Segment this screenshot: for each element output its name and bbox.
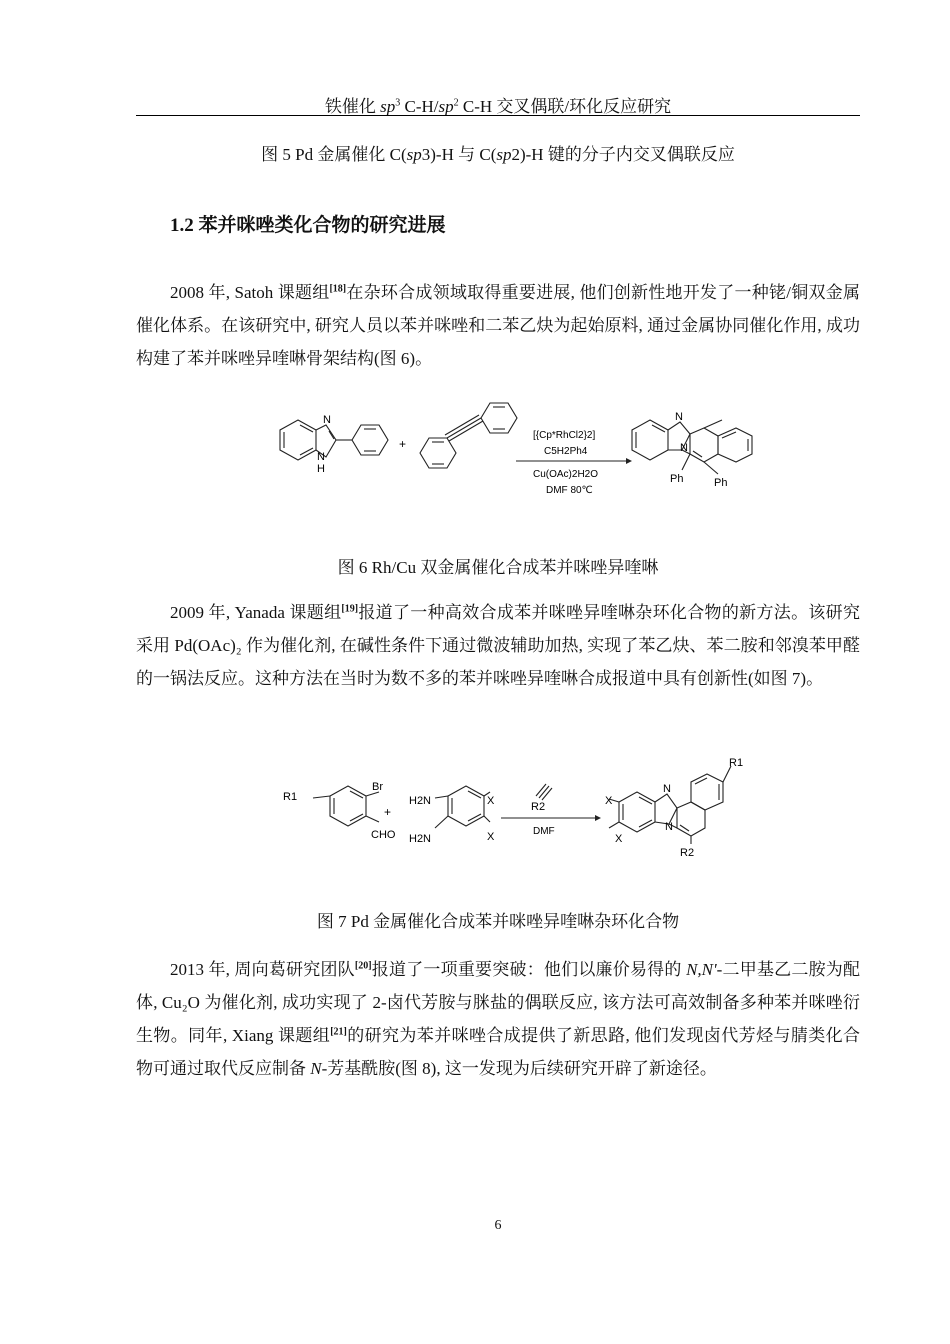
fig6-condition-3: Cu(OAc)2H2O [533,469,599,480]
fig6-product-N2: N [680,442,688,454]
paragraph-3: 2013 年, 周向葛研究团队[20]报道了一项重要突破：他们以廉价易得的 N,N'-二甲基乙二胺为配体, Cu₂O 为催化剂, 成功实现了 2-卤代芳胺与脒盐的偶联反应, 该方法可高效制备多种苯并咪唑衍生物。同年, Xiang 课题组[21]的研究为苯并咪唑合成提供了新思路, 他们发现卤代芳烃与腈类化合物可通过取代反应制备 N-芳基酰胺(图 8), 这一发现为后续研究开辟了新途径。 [136,960,861,1078]
fig6-ph-label-1: Ph [670,473,684,485]
fig6-ph-label-2: Ph [714,477,728,489]
fig7-product-N1: N [663,783,671,795]
fig7-product-R1: R1 [729,757,744,769]
fig6-product-N1: N [675,411,683,423]
fig7-CHO-label: CHO [371,829,396,841]
fig6-N-label: N [323,414,331,426]
citation-20: [20] [354,960,372,972]
figure-6-caption: 图 6 Rh/Cu 双金属催化合成苯并咪唑异喹啉 [337,558,659,577]
fig6-arrow-head [626,458,632,464]
fig7-Br-label: Br [372,781,383,793]
figure-6-scheme [268,398,768,498]
fig7-diamine-ring [448,786,484,826]
fig6-NH-label: N [317,451,325,463]
fig7-product-right-ring [691,774,723,810]
figure-7-scheme [275,752,775,862]
fig7-X-top: X [487,795,495,807]
fig6-plus: + [399,437,407,451]
fig7-product-X-top: X [605,795,613,807]
fig7-R2-reagent: R2 [531,801,546,813]
section-heading: 1.2 苯并咪唑类化合物的研究进展 [170,215,446,236]
fig7-plus: + [384,805,392,819]
citation-19: [19] [341,603,359,615]
fig7-R1-label: R1 [283,791,298,803]
fig7-H2N-top: H2N [409,795,432,807]
fig7-product-R2: R2 [680,847,695,859]
fig6-product-pyridine-ring [690,428,718,462]
fig7-arrow-head [595,815,601,821]
paragraph-2: 2009 年, Yanada 课题组[19]报道了一种高效合成苯并咪唑异喹啉杂环化合物的新方法。该研究采用 Pd(OAc)₂ 作为催化剂, 在碱性条件下通过微波辅助加热, 实现了苯乙炔、苯二胺和邻溴苯甲醛的一锅法反应。这种方法在当时为数不多的苯并咪唑异喹啉合成报道中具有创新性(如图 7)。 [136,603,860,688]
fig7-product-N2: N [665,821,673,833]
header-rule [136,115,860,116]
fig6-product-benzo-ring [632,420,668,460]
fig7-X-bottom: X [487,831,495,843]
fig6-condition-2: C5H2Ph4 [544,446,588,457]
citation-21: [21] [330,1026,347,1038]
page-number: 6 [494,1218,502,1233]
fig7-aldehyde-ring [330,786,366,826]
paragraph-1: 2008 年, Satoh 课题组[18]在杂环合成领域取得重要进展, 他们创新性地开发了一种铑/铜双金属催化体系。在该研究中, 研究人员以苯并咪唑和二苯乙炔为起始原料, 通过金属协同催化作用, 成功构建了苯并咪唑异喹啉骨架结构(图 6)。 [136,283,860,368]
citation-18: [18] [329,283,347,295]
fig6-product-benzo-ring-2 [718,428,752,462]
fig6-benzo-ring [280,420,316,460]
figure-5-caption: 图 5 Pd 金属催化 C(sp3)-H 与 C(sp2)-H 键的分子内交叉偶联反应 [261,145,735,164]
figure-7-caption: 图 7 Pd 金属催化合成苯并咪唑异喹啉杂环化合物 [316,912,680,931]
fig6-condition-4: DMF 80℃ [546,485,593,496]
fig7-product-left-ring [619,792,655,832]
running-header: 铁催化 $sp^3$ $C-H/sp^2$ C-H 交叉偶联/环化反应研究 [324,97,672,116]
fig6-condition-1: [{Cp*RhCl2}2] [533,430,596,441]
fig7-DMF-label: DMF [533,826,555,837]
fig7-product-X-bottom: X [615,833,623,845]
fig6-H-label: H [317,463,325,475]
fig7-H2N-bottom: H2N [409,833,432,845]
